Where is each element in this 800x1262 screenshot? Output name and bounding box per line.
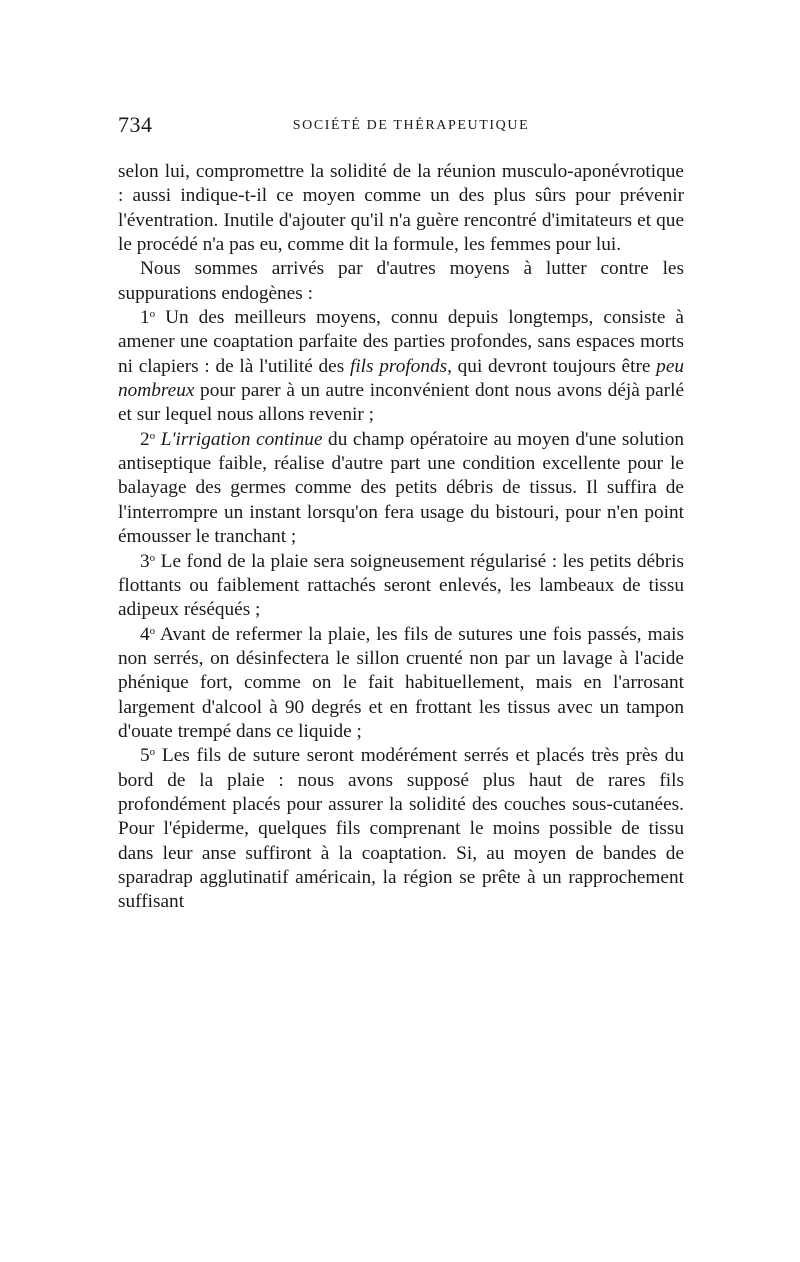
emphasis-irrigation: L'irrigation continue (160, 428, 323, 450)
emphasis-fils-profonds: fils profonds (349, 355, 448, 377)
item-number: 2 (140, 428, 150, 450)
page-number: 734 (118, 112, 153, 137)
degree-sign: o (149, 746, 156, 759)
item-number: 3 (140, 550, 150, 572)
list-item-4 (118, 623, 684, 745)
item-number: 5 (140, 745, 150, 767)
degree-sign: o (149, 429, 156, 442)
item-text: du champ opératoire au moyen d'une solution antiseptique faible, réalise d'autre part une condition excellente pour le balayage des germes comme des petits débris de tissus. Il suffira de l'interrompre un instant lorsqu'on fera usage du bistouri, pour n'en point émousser le tranchant ; (118, 428, 684, 548)
paragraph-continuation: selon lui, compromettre la solidité de la réunion musculo-aponévrotique : aussi indique-t-il ce moyen comme un des plus sûrs pour prévenir l'éventration. Inutile d'ajouter qu'il n'a guère rencontré d'imitateurs et que le procédé n'a pas eu, comme dit la formule, les femmes pour lui. (118, 161, 684, 256)
running-head (118, 112, 684, 146)
list-item-2 (118, 428, 684, 550)
list-item-1 (118, 306, 684, 428)
item-text: pour parer à un autre inconvénient dont nous avons déjà parlé et sur lequel nous allons revenir ; (118, 380, 684, 426)
list-item-3 (118, 550, 684, 623)
item-number: 4 (140, 623, 150, 645)
body-text (118, 160, 684, 915)
item-text: Un des meilleurs moyens, connu depuis longtemps, consiste à amener une coaptation parfaite des parties profondes, sans espaces morts ni clapiers : de là l'utilité des (118, 307, 684, 377)
list-item-5 (118, 744, 684, 914)
emphasis-peu-nombreux: peu nombreux (118, 355, 685, 402)
degree-sign: o (149, 551, 156, 564)
degree-sign: o (149, 624, 156, 637)
paragraph-intro: Nous sommes arrivés par d'autres moyens à lutter contre les suppurations endogènes : (118, 258, 684, 304)
running-title: SOCIÉTÉ DE THÉRAPEUTIQUE (292, 118, 530, 133)
book-page (118, 112, 684, 915)
item-text: Les fils de suture seront modérément serrés et placés très près du bord de la plaie : nous avons supposé plus haut de rares fils profondément placés pour assurer la solidité des couches sous-cutanées. Pour l'épiderme, quelques fils comprenant le moins possible de tissu dans leur anse suffiront à la coaptation. Si, au moyen de bandes de sparadrap agglutinatif américain, la région se prête à un rapprochement suffisant (118, 745, 684, 913)
item-text: Le fond de la plaie sera soigneusement régularisé : les petits débris flottants ou faiblement rattachés seront enlevés, les lambeaux de tissu adipeux réséqués ; (118, 550, 684, 621)
item-text: Avant de refermer la plaie, les fils de sutures une fois passés, mais non serrés, on désinfectera le sillon cruenté non par un lavage à l'acide phénique fort, comme on le fait habituellement, mais en l'arrosant largement d'alcool à 90 degrés et en frottant les tissus avec un tampon d'ouate trempé dans ce liquide ; (118, 623, 684, 742)
degree-sign: o (149, 308, 156, 321)
item-text: , qui devront toujours être (447, 355, 657, 377)
item-number: 1 (140, 307, 150, 329)
